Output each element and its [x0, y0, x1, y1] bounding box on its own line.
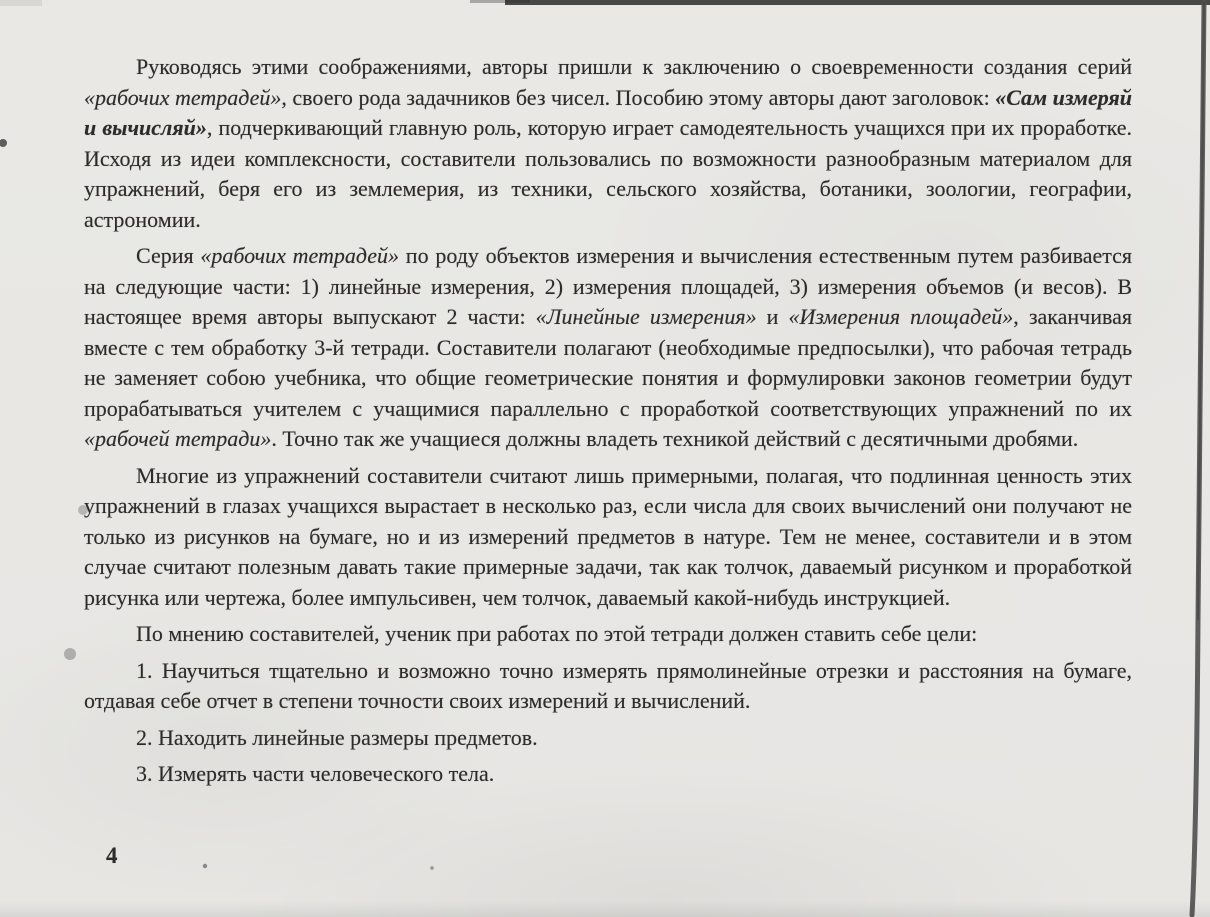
- text-run: 3. Измерять части человеческого тела.: [136, 761, 495, 786]
- text-run: и: [756, 304, 789, 329]
- numbered-item: [84, 723, 1132, 754]
- ink-speck: [64, 648, 76, 660]
- text-run: по роду объектов измерения и вычисления естественным путем разбивается на следующие части: 1) линейные измерения, 2) измерения площадей, 3) измерения объемов (и весов). В настоящее время авторы выпускают 2 части:: [84, 243, 1132, 329]
- text-run: , заканчивая вместе с тем обработку 3-й тетради. Составители полагают (необходимые предпосылки), что рабочая тетрадь не заменяет собою учебника, что общие геометрические понятия и формулировки законов геометрии будут прорабатываться учителем с учащимися параллельно с проработкой соответствующих упражнений по их: [84, 304, 1133, 421]
- text-run: , своего рода задачников без чисел. Пособию этому авторы дают заголовок:: [281, 84, 996, 110]
- paragraph: [84, 241, 1132, 455]
- text-run: Серия: [136, 243, 201, 268]
- bottom-edge-shadow: [0, 901, 1210, 917]
- text-run: 2. Находить линейные размеры предметов.: [136, 724, 538, 750]
- ink-speck: [430, 866, 434, 870]
- text-run: , подчеркивающий главную роль, которую играет самодеятельность учащихся при их проработке. Исходя из идеи комплексности, составители пользовались по возможности разнообразным материалом для упражнений, беря его из землемерия, из техники, сельского хозяйства, ботаники, зоологии, географии, астрономии.: [84, 115, 1132, 232]
- numbered-item: [84, 656, 1132, 717]
- text-run-italic: «рабочей тетради»: [84, 426, 272, 451]
- text-run: 1. Научиться тщательно и возможно точно измерять прямолинейные отрезки и расстояния на бумаге, отдавая себе отчет в степени точности своих измерений и вычислений.: [84, 657, 1132, 713]
- paragraph: [84, 619, 1132, 650]
- page-number: 4: [106, 843, 118, 868]
- top-edge-shadow: [505, 0, 1210, 5]
- text-run: По мнению составителей, ученик при работах по этой тетради должен ставить себе цели:: [136, 621, 978, 646]
- ink-speck: [0, 139, 7, 147]
- text-run-italic: «Линейные измерения»: [535, 304, 757, 329]
- ink-speck: [203, 864, 207, 868]
- text-run-bold-italic: «Сам измеряй и вычисляй»: [84, 84, 1132, 140]
- numbered-item: [84, 759, 1132, 790]
- right-edge-shadow: [1192, 2, 1204, 915]
- text-run: Руководясь этими соображениями, авторы пришли к заключению о своевременности создания серий: [136, 54, 1132, 79]
- text-run: Многие из упражнений составители считают лишь примерными, полагая, что подлинная ценность этих упражнений в глазах учащихся вырастает в несколько раз, если числа для своих вычислений они получают не только из рисунков на бумаге, но и из измерений предметов в натуре. Тем не менее, составители и в этом случае считают полезным давать такие примерные задачи, так как толчок, даваемый рисунком и проработкой рисунка или чертежа, более импульсивен, чем толчок, даваемый какой-нибудь инструкцией.: [84, 462, 1132, 610]
- text-run-italic: «рабочих тетрадей»: [84, 84, 282, 110]
- text-run: . Точно так же учащиеся должны владеть техникой действий с десятичными дробями.: [271, 426, 1079, 451]
- text-run-italic: «Измерения площадей»: [788, 304, 1014, 329]
- page-text-block: [84, 52, 1132, 796]
- text-run-italic: «рабочих тетрадей»: [200, 243, 400, 268]
- paragraph: [84, 461, 1132, 614]
- paragraph: [84, 52, 1132, 235]
